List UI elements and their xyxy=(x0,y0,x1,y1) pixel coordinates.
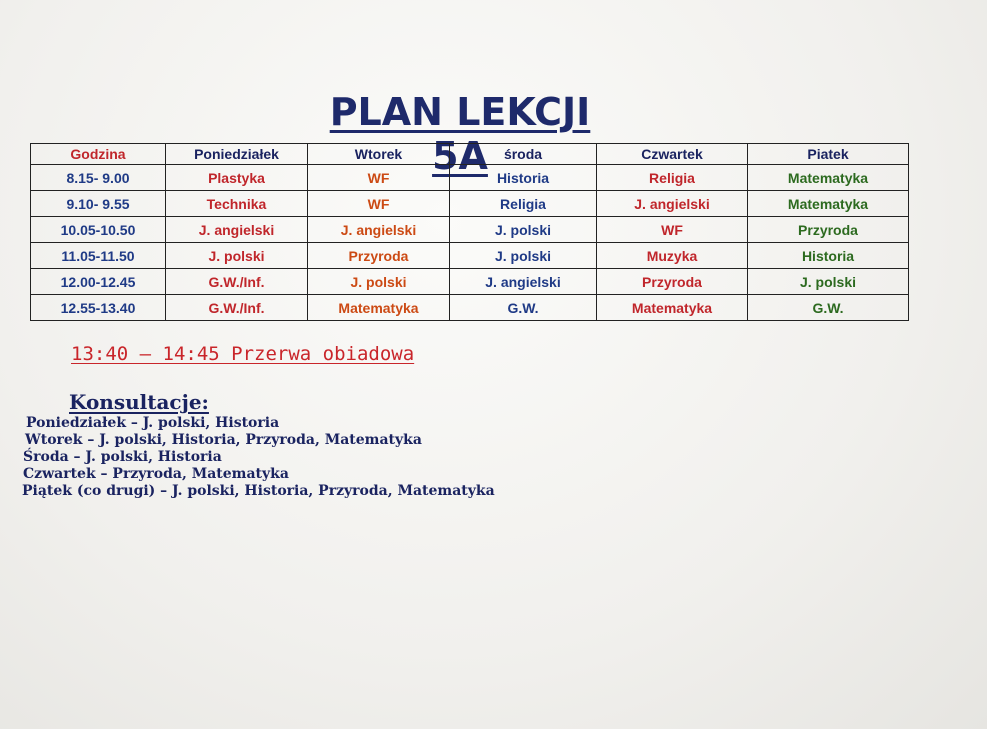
header-godzina: Godzina xyxy=(31,144,166,165)
lunch-break-note: 13:40 – 14:45 Przerwa obiadowa xyxy=(71,343,415,365)
cell-time: 12.55-13.40 xyxy=(31,295,166,321)
cell-piatek: Przyroda xyxy=(748,217,909,243)
cell-piatek: Matematyka xyxy=(748,191,909,217)
cell-czwartek: Przyroda xyxy=(597,269,748,295)
cell-sroda: G.W. xyxy=(450,295,597,321)
cell-time: 8.15- 9.00 xyxy=(31,165,166,191)
cell-poniedzialek: Technika xyxy=(166,191,308,217)
cell-sroda: J. polski xyxy=(450,217,597,243)
cell-piatek: J. polski xyxy=(748,269,909,295)
consultations-section xyxy=(22,390,495,500)
cell-czwartek: WF xyxy=(597,217,748,243)
cell-piatek: G.W. xyxy=(748,295,909,321)
cell-czwartek: Muzyka xyxy=(597,243,748,269)
cell-czwartek: Religia xyxy=(597,165,748,191)
cell-sroda: Religia xyxy=(450,191,597,217)
cell-wtorek: WF xyxy=(308,165,450,191)
consultation-line: Poniedziałek – J. polski, Historia xyxy=(26,415,280,431)
cell-piatek: Matematyka xyxy=(748,165,909,191)
page-title: PLAN LEKCJI 5A xyxy=(329,90,591,178)
cell-wtorek: Matematyka xyxy=(308,295,450,321)
cell-sroda: J. polski xyxy=(450,243,597,269)
header-czwartek: Czwartek xyxy=(597,144,748,165)
table-row xyxy=(31,269,909,295)
cell-poniedzialek: J. polski xyxy=(166,243,308,269)
cell-poniedzialek: G.W./Inf. xyxy=(166,295,308,321)
table-row xyxy=(31,295,909,321)
cell-poniedzialek: Plastyka xyxy=(166,165,308,191)
table-row xyxy=(31,191,909,217)
cell-time: 9.10- 9.55 xyxy=(31,191,166,217)
header-row xyxy=(31,144,909,165)
consultation-line: Czwartek – Przyroda, Matematyka xyxy=(23,466,289,482)
consultation-line: Piątek (co drugi) – J. polski, Historia, Przyroda, Matematyka xyxy=(22,483,495,499)
cell-czwartek: J. angielski xyxy=(597,191,748,217)
cell-wtorek: J. polski xyxy=(308,269,450,295)
cell-poniedzialek: G.W./Inf. xyxy=(166,269,308,295)
cell-time: 10.05-10.50 xyxy=(31,217,166,243)
consultation-line: Wtorek – J. polski, Historia, Przyroda, Matematyka xyxy=(25,432,422,448)
consultations-title: Konsultacje: xyxy=(69,390,209,414)
cell-wtorek: WF xyxy=(308,191,450,217)
header-poniedzialek: Poniedziałek xyxy=(166,144,308,165)
header-sroda: środa xyxy=(450,144,597,165)
cell-wtorek: J. angielski xyxy=(308,217,450,243)
cell-wtorek: Przyroda xyxy=(308,243,450,269)
cell-sroda: Historia xyxy=(450,165,597,191)
table-row xyxy=(31,243,909,269)
cell-piatek: Historia xyxy=(748,243,909,269)
cell-time: 12.00-12.45 xyxy=(31,269,166,295)
cell-sroda: J. angielski xyxy=(450,269,597,295)
cell-poniedzialek: J. angielski xyxy=(166,217,308,243)
cell-czwartek: Matematyka xyxy=(597,295,748,321)
consultation-line: Środa – J. polski, Historia xyxy=(23,449,222,465)
table-row xyxy=(31,217,909,243)
header-wtorek: Wtorek xyxy=(308,144,450,165)
table-row xyxy=(31,165,909,191)
header-piatek: Piatek xyxy=(748,144,909,165)
schedule-table xyxy=(30,143,909,321)
cell-time: 11.05-11.50 xyxy=(31,243,166,269)
